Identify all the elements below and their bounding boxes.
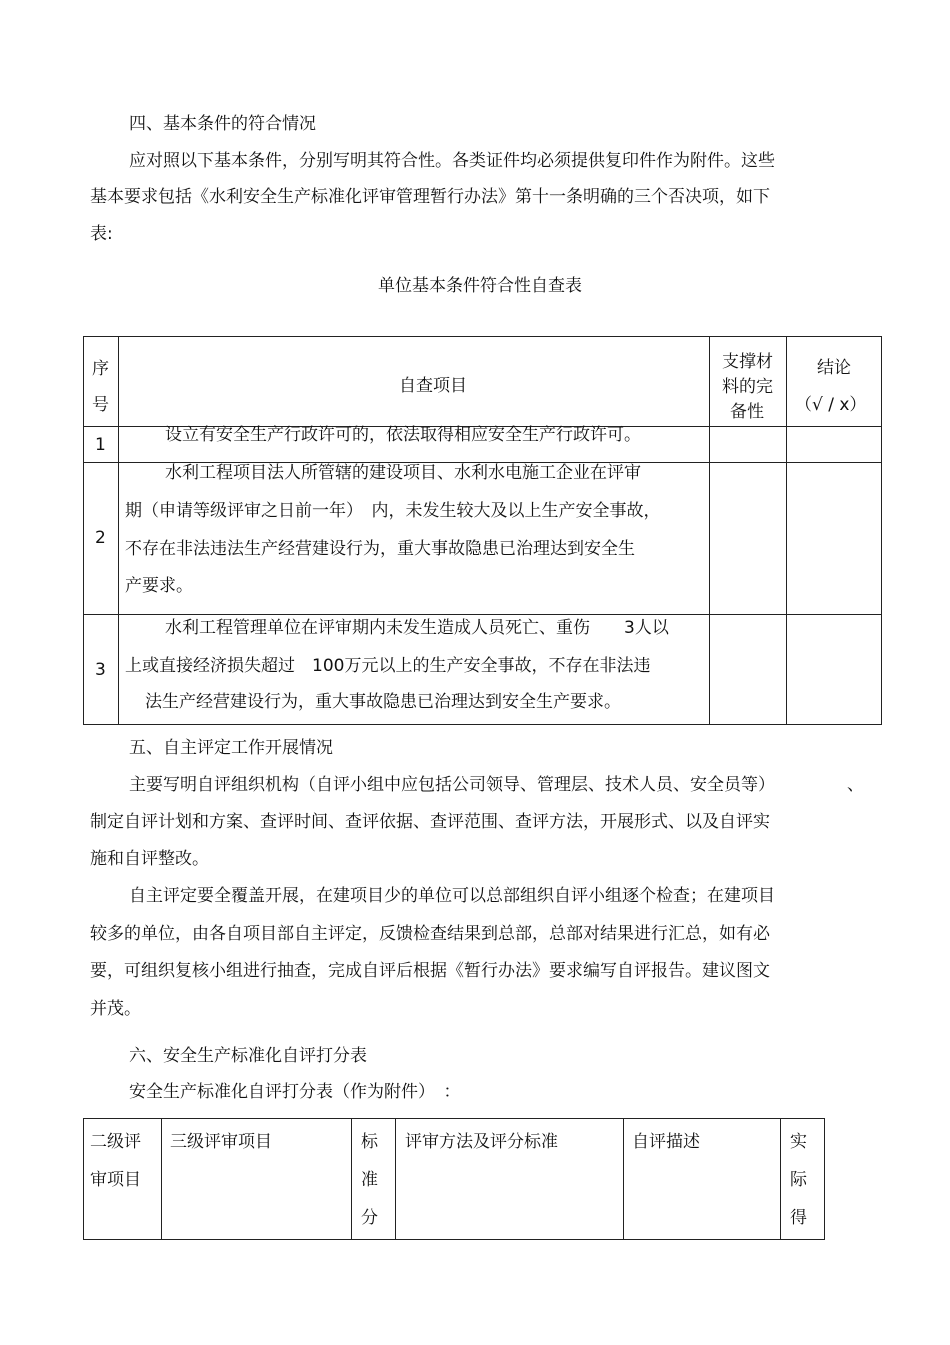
header-support: 支撑材 料的完 备性 (710, 337, 787, 427)
section5-heading: 五、自主评定工作开展情况 (129, 738, 333, 758)
section5-p2-line2: 较多的单位，由各自项目部自主评定，反馈检查结果到总部，总部对结果进行汇总，如有必 (90, 924, 770, 944)
section5-p1-line3: 施和自评整改。 (90, 849, 209, 869)
row-conclusion-cell[interactable] (787, 427, 882, 463)
header-seq: 序 号 (84, 337, 119, 427)
header-conclusion: 结论 （√ / x） (787, 337, 882, 427)
section5-p2-line4: 并茂。 (90, 999, 141, 1019)
header-level2-item: 二级评 审项目 (84, 1119, 162, 1240)
row-seq: 3 (84, 615, 119, 725)
header-method: 评审方法及评分标准 (396, 1119, 624, 1240)
section5-p1-line1: 主要写明自评组织机构（自评小组中应包括公司领导、管理层、技术人员、安全员等） (129, 775, 775, 795)
row-seq: 1 (84, 427, 119, 463)
header-standard-score: 标 准 分 (352, 1119, 396, 1240)
table2-header-row (84, 1119, 825, 1240)
section5-p2-line1: 自主评定要全覆盖开展，在建项目少的单位可以总部组织自评小组逐个检查；在建项目 (129, 886, 775, 906)
section4-intro-line1: 应对照以下基本条件，分别写明其符合性。各类证件均必须提供复印件作为附件。这些 (129, 151, 775, 171)
header-level3-item: 三级评审项目 (162, 1119, 352, 1240)
section6-sub: 安全生产标准化自评打分表（作为附件） ： (129, 1082, 461, 1102)
row-conclusion-cell[interactable] (787, 463, 882, 615)
section4-intro-line2: 基本要求包括《水利安全生产标准化评审管理暂行办法》第十一条明确的三个否决项，如下 (90, 187, 770, 207)
table-row (84, 463, 882, 615)
row-seq: 2 (84, 463, 119, 615)
table-row (84, 615, 882, 725)
table1-title: 单位基本条件符合性自查表 (378, 276, 582, 296)
section6-heading: 六、安全生产标准化自评打分表 (129, 1046, 367, 1066)
section5-p1-mark: 、 (847, 775, 864, 795)
row-support-cell[interactable] (710, 427, 787, 463)
row-item: 设立有安全生产行政许可的，依法取得相应安全生产行政许可。 (119, 427, 710, 463)
self-check-table (83, 336, 882, 725)
section4-intro-line3: 表: (90, 224, 113, 244)
header-self-description: 自评描述 (624, 1119, 781, 1240)
table-row (84, 427, 882, 463)
table1-header-row (84, 337, 882, 427)
header-actual-score: 实 际 得 (781, 1119, 825, 1240)
section5-p2-line3: 要，可组织复核小组进行抽查，完成自评后根据《暂行办法》要求编写自评报告。建议图文 (90, 961, 770, 981)
row-item: 水利工程管理单位在评审期内未发生造成人员死亡、重伤 3人以 上或直接经济损失超过 100万元以上的生产安全事故，不存在非法违 法生产经营建设行为，重大事故隐患已治理达到安全生产要求。 (119, 615, 710, 725)
score-table (83, 1118, 825, 1240)
row-item: 水利工程项目法人所管辖的建设项目、水利水电施工企业在评审 期（申请等级评审之日前一年） 内，未发生较大及以上生产安全事故， 不存在非法违法生产经营建设行为，重大事故隐患已治理达到安全生 产要求。 (119, 463, 710, 615)
row-support-cell[interactable] (710, 463, 787, 615)
section4-heading: 四、基本条件的符合情况 (129, 114, 316, 134)
section5-p1-line2: 制定自评计划和方案、查评时间、查评依据、查评范围、查评方法，开展形式、以及自评实 (90, 812, 770, 832)
row-conclusion-cell[interactable] (787, 615, 882, 725)
row-support-cell[interactable] (710, 615, 787, 725)
header-item: 自查项目 (119, 337, 710, 427)
